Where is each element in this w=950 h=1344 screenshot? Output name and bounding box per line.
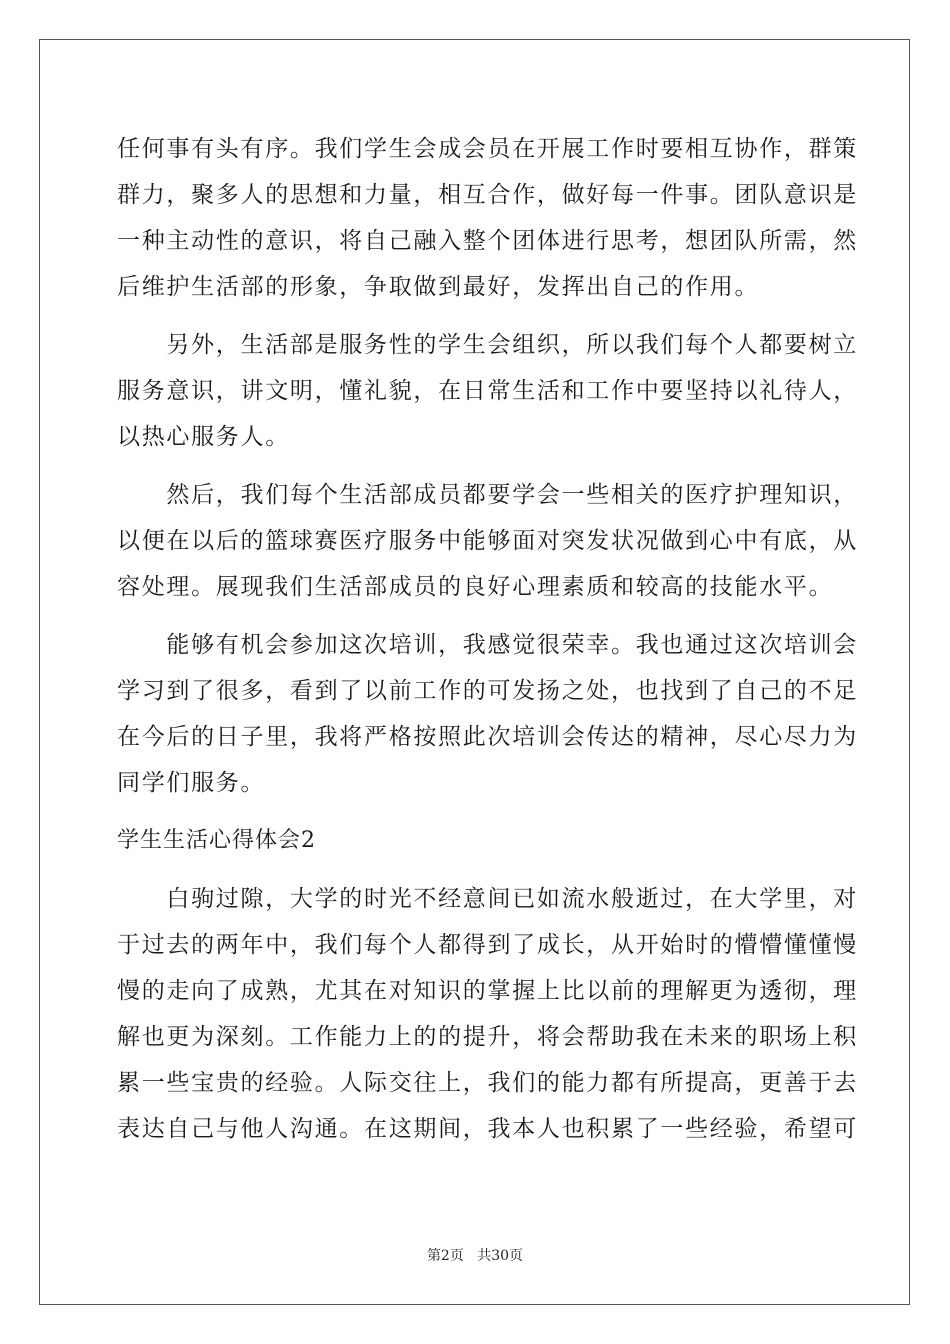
text-line: 解也更为深刻。工作能力上的的提升，将会帮助我在未来的职场上积 [117,1024,858,1050]
text-line: 同学们服务。 [117,770,266,796]
section-heading: 学生生活心得体会2 [117,828,316,853]
paragraph [117,322,858,460]
text-line: 群力，聚多人的思想和力量，相互合作，做好每一件事。团队意识是 [117,182,858,208]
paragraph [117,472,858,610]
text-line: 于过去的两年中，我们每个人都得到了成长，从开始时的懵懵懂懂慢 [117,932,858,958]
text-line: 服务意识，讲文明，懂礼貌，在日常生活和工作中要坚持以礼待人， [117,378,858,404]
text-line: 白驹过隙，大学的时光不经意间已如流水般逝过，在大学里，对 [117,886,858,912]
paragraph [117,876,858,1152]
page-number: 第2页 [426,1248,464,1264]
text-line: 容处理。展现我们生活部成员的良好心理素质和较高的技能水平。 [117,574,834,600]
page-footer [0,1245,950,1265]
text-line: 慢的走向了成熟，尤其在对知识的掌握上比以前的理解更为透彻，理 [117,978,858,1004]
text-line: 表达自己与他人沟通。在这期间，我本人也积累了一些经验，希望可 [117,1116,858,1142]
text-line: 以热心服务人。 [117,424,290,450]
text-line: 累一些宝贵的经验。人际交往上，我们的能力都有所提高，更善于去 [117,1070,858,1096]
text-line: 学习到了很多，看到了以前工作的可发扬之处，也找到了自己的不足 [117,678,858,704]
text-line: 另外，生活部是服务性的学生会组织，所以我们每个人都要树立 [117,332,858,358]
paragraphs-before [117,126,858,806]
text-line: 在今后的日子里，我将严格按照此次培训会传达的精神，尽心尽力为 [117,724,858,750]
page-total: 共30页 [477,1248,524,1264]
text-line: 能够有机会参加这次培训，我感觉很荣幸。我也通过这次培训会 [117,632,858,658]
text-line: 后维护生活部的形象，争取做到最好，发挥出自己的作用。 [117,274,760,300]
paragraphs-after [117,876,858,1152]
text-line: 然后，我们每个生活部成员都要学会一些相关的医疗护理知识， [117,482,858,508]
paragraph [117,622,858,806]
paragraph [117,126,858,310]
document-body [117,126,858,1164]
text-line: 一种主动性的意识，将自己融入整个团体进行思考，想团队所需，然 [117,228,858,254]
text-line: 以便在以后的篮球赛医疗服务中能够面对突发状况做到心中有底，从 [117,528,858,554]
text-line: 任何事有头有序。我们学生会成会员在开展工作时要相互协作，群策 [117,136,858,162]
